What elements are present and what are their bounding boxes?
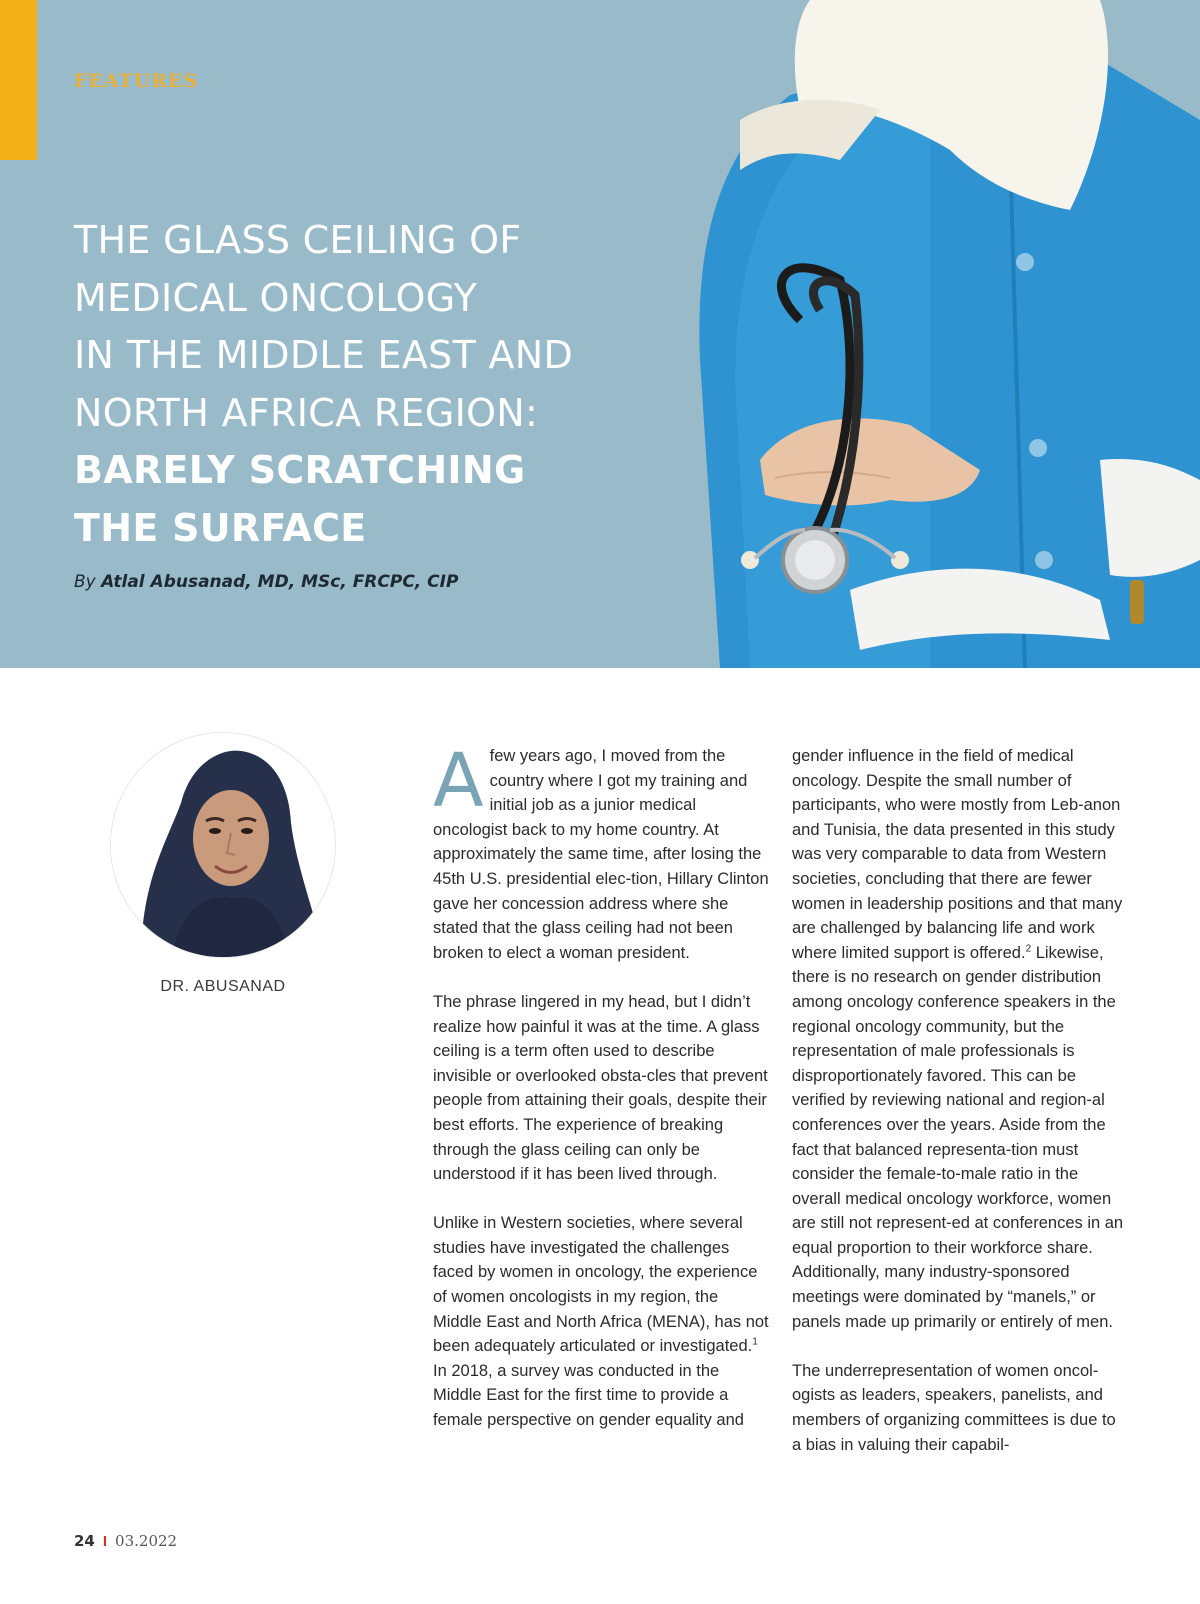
article-column-left bbox=[433, 738, 769, 1457]
byline-prefix: By bbox=[74, 572, 96, 592]
paragraph-text: In 2018, a survey was conducted in the Middle East for the first time to provide a female perspective on gender equality and bbox=[433, 1361, 744, 1430]
byline-author: Atlal Abusanad, MD, MSc, FRCPC, CIP bbox=[101, 572, 459, 592]
page-number: 24 bbox=[74, 1532, 95, 1550]
paragraph-text: Likewise, there is no research on gender distribution among oncology conference speakers in the regional oncology community, but the representation of male professionals is disproportionately favored. This can be verified by reviewing national and region-al conferences over the years. Aside from the fact that balanced representa-tion must consider the female-to-male ratio in the overall medical oncology workforce, women are still not represent-ed at conferences in an equal proportion to their workforce share. Additionally, many industry-sponsored meetings were dominated by “manels,” or panels made up primarily or entirely of men. bbox=[792, 943, 1124, 1331]
footer-separator: I bbox=[102, 1533, 108, 1550]
section-label: FEATURES bbox=[74, 70, 199, 92]
accent-bar bbox=[0, 0, 37, 160]
headline-line: NORTH AFRICA REGION: bbox=[74, 390, 539, 435]
footnote-ref[interactable]: 1 bbox=[752, 1336, 758, 1348]
byline bbox=[74, 572, 458, 592]
portrait-caption: DR. ABUSANAD bbox=[160, 978, 286, 995]
paragraph: The phrase lingered in my head, but I didn’t realize how painful it was at the time. A glass ceiling is a term often used to describe invisible or overlooked obsta-cles that prevent people from attaining their goals, despite their best efforts. The experience of breaking through the glass ceiling can only be understood if it has been lived through. bbox=[433, 992, 768, 1184]
headline-line-bold: BARELY SCRATCHING bbox=[74, 448, 526, 492]
doctor-photo bbox=[680, 0, 1200, 668]
article-column-right bbox=[792, 744, 1128, 1482]
footnote-ref[interactable]: 2 bbox=[1025, 943, 1032, 955]
hero-banner bbox=[0, 0, 1200, 668]
article-headline bbox=[74, 212, 674, 557]
headline-line-bold: THE SURFACE bbox=[74, 505, 367, 550]
dropcap: A bbox=[433, 738, 484, 824]
paragraph-text: gender influence in the field of medical oncology. Despite the small number of participants, who were mostly from Leb-anon and Tunisia, the data presented in this study was very comparable to data from Western societies, concluding that there are fewer women in leadership positions and that many are challenged by balancing life and work where limited support is offered. bbox=[792, 747, 1123, 962]
paragraph bbox=[792, 744, 1128, 1334]
page-footer bbox=[74, 1532, 177, 1550]
paragraph: The underrepresentation of women oncol-ogists as leaders, speakers, panelists, and members of organizing committees is due to a bias in valuing their capabil- bbox=[792, 1361, 1116, 1454]
paragraph-text: few years ago, I moved from the country where I got my training and initial job as a junior medical oncologist back to my home country. At approximately the same time, after losing the 45th U.S. presidential elec-tion, Hillary Clinton gave her concession address where she stated that the glass ceiling had not been broken to elect a woman president. bbox=[433, 747, 769, 962]
paragraph bbox=[433, 738, 769, 965]
paragraph bbox=[433, 1211, 769, 1432]
headline-line: THE GLASS CEILING OF bbox=[74, 218, 522, 262]
author-portrait-image bbox=[111, 733, 336, 958]
headline-line: IN THE MIDDLE EAST AND bbox=[74, 333, 574, 377]
headline-line: MEDICAL ONCOLOGY bbox=[74, 275, 478, 320]
paragraph-text: Unlike in Western societies, where several studies have investigated the challenges faced by women in oncology, the experience of women oncologists in my region, the Middle East and North Africa (MENA), has not been adequately articulated or investigated. bbox=[433, 1214, 769, 1356]
issue-date: 03.2022 bbox=[115, 1532, 178, 1550]
author-portrait bbox=[110, 732, 336, 958]
